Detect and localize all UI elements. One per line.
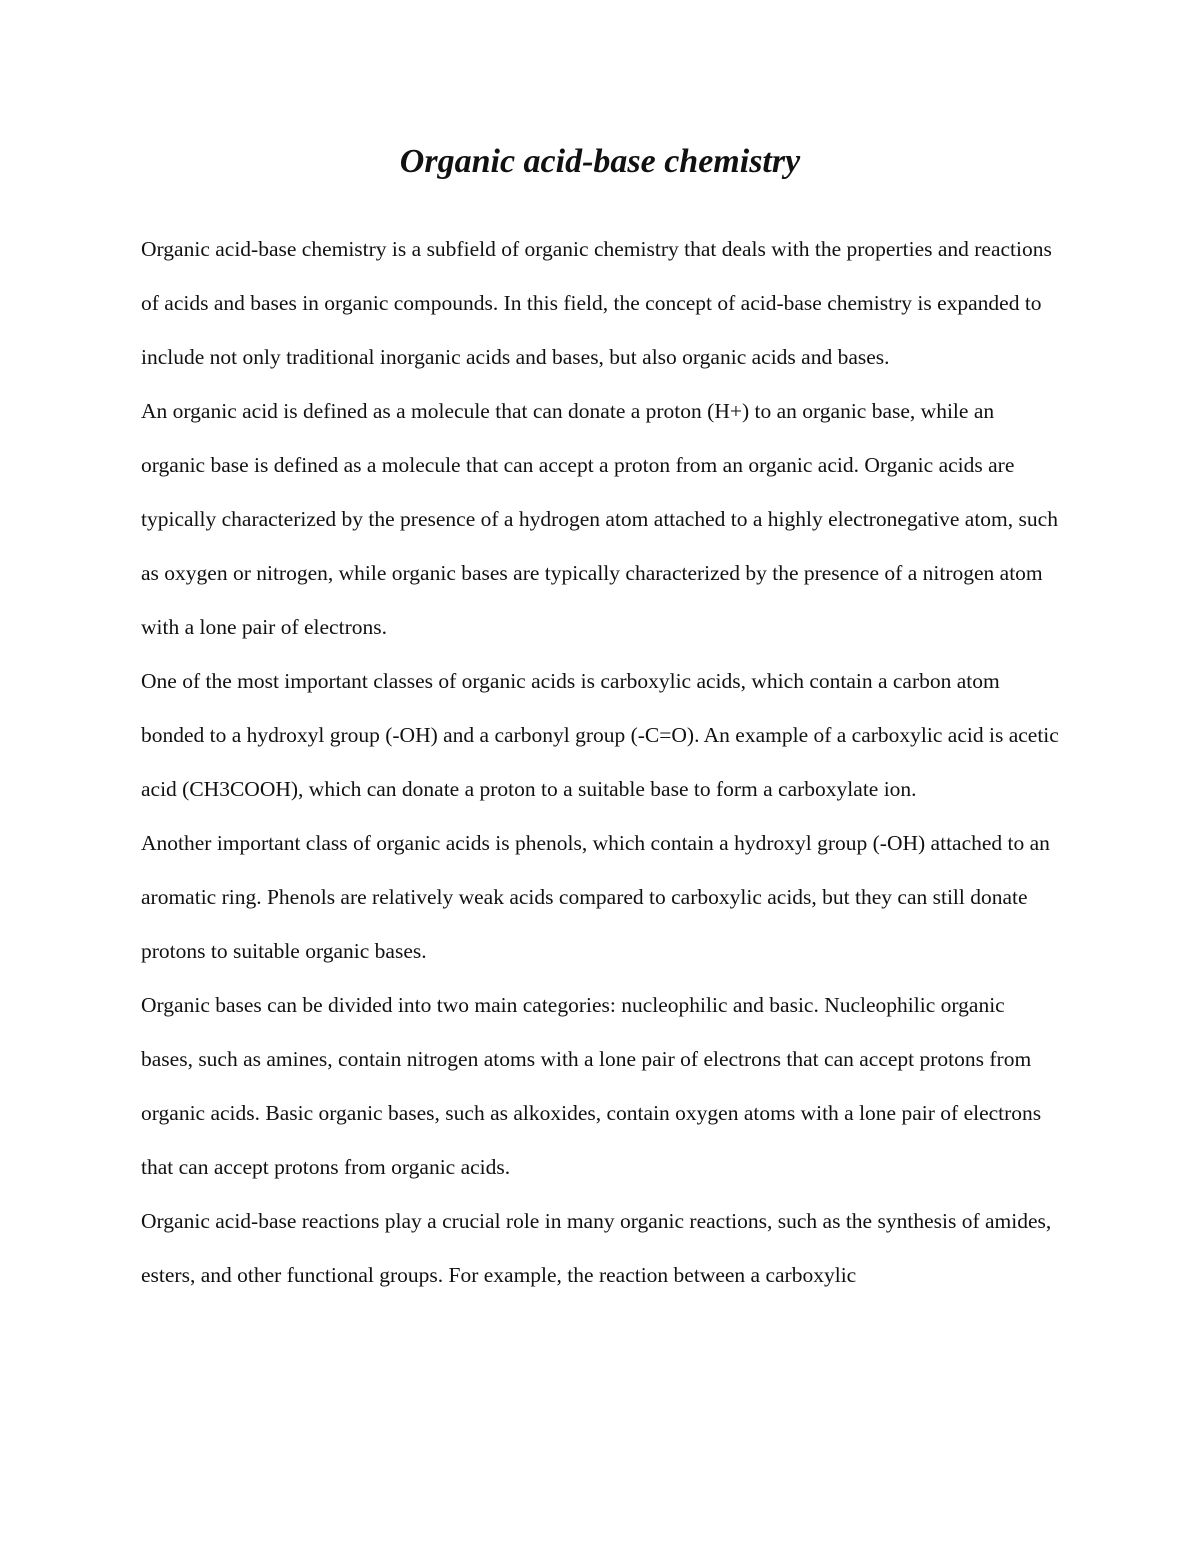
paragraph-acid-base-definitions: An organic acid is defined as a molecule that can donate a proton (H+) to an organic base, while an organic base is defined as a molecule that can accept a proton from an organic acid. Organic acids are typically characterized by the presence of a hydrogen atom attached to a highly electronegative atom, such as oxygen or nitrogen, while organic bases are typically characterized by the presence of a nitrogen atom with a lone pair of electrons. — [141, 399, 1058, 639]
paragraph-carboxylic-acids: One of the most important classes of organic acids is carboxylic acids, which contain a carbon atom bonded to a hydroxyl group (-OH) and a carbonyl group (-C=O). An example of a carboxylic acid is acetic acid (CH3COOH), which can donate a proton to a suitable base to form a carboxylate ion. — [141, 669, 1059, 801]
paragraph-organic-bases: Organic bases can be divided into two main categories: nucleophilic and basic. Nucleophilic organic bases, such as amines, contain nitrogen atoms with a lone pair of electrons that can accept protons from organic acids. Basic organic bases, such as alkoxides, contain oxygen atoms with a lone pair of electrons that can accept protons from organic acids. — [141, 993, 1042, 1179]
document-title: Organic acid-base chemistry — [399, 143, 801, 180]
paragraph-phenols: Another important class of organic acids is phenols, which contain a hydroxyl group (-OH) attached to an aromatic ring. Phenols are relatively weak acids compared to carboxylic acids, but they can still donate protons to suitable organic bases. — [141, 831, 1050, 963]
document-body — [141, 222, 1061, 1302]
paragraph-reactions: Organic acid-base reactions play a crucial role in many organic reactions, such as the synthesis of amides, esters, and other functional groups. For example, the reaction between a carboxylic — [141, 1209, 1052, 1287]
paragraph-definition: Organic acid-base chemistry is a subfield of organic chemistry that deals with the properties and reactions of acids and bases in organic compounds. In this field, the concept of acid-base chemistry is expanded to include not only traditional inorganic acids and bases, but also organic acids and bases. — [141, 237, 1052, 369]
